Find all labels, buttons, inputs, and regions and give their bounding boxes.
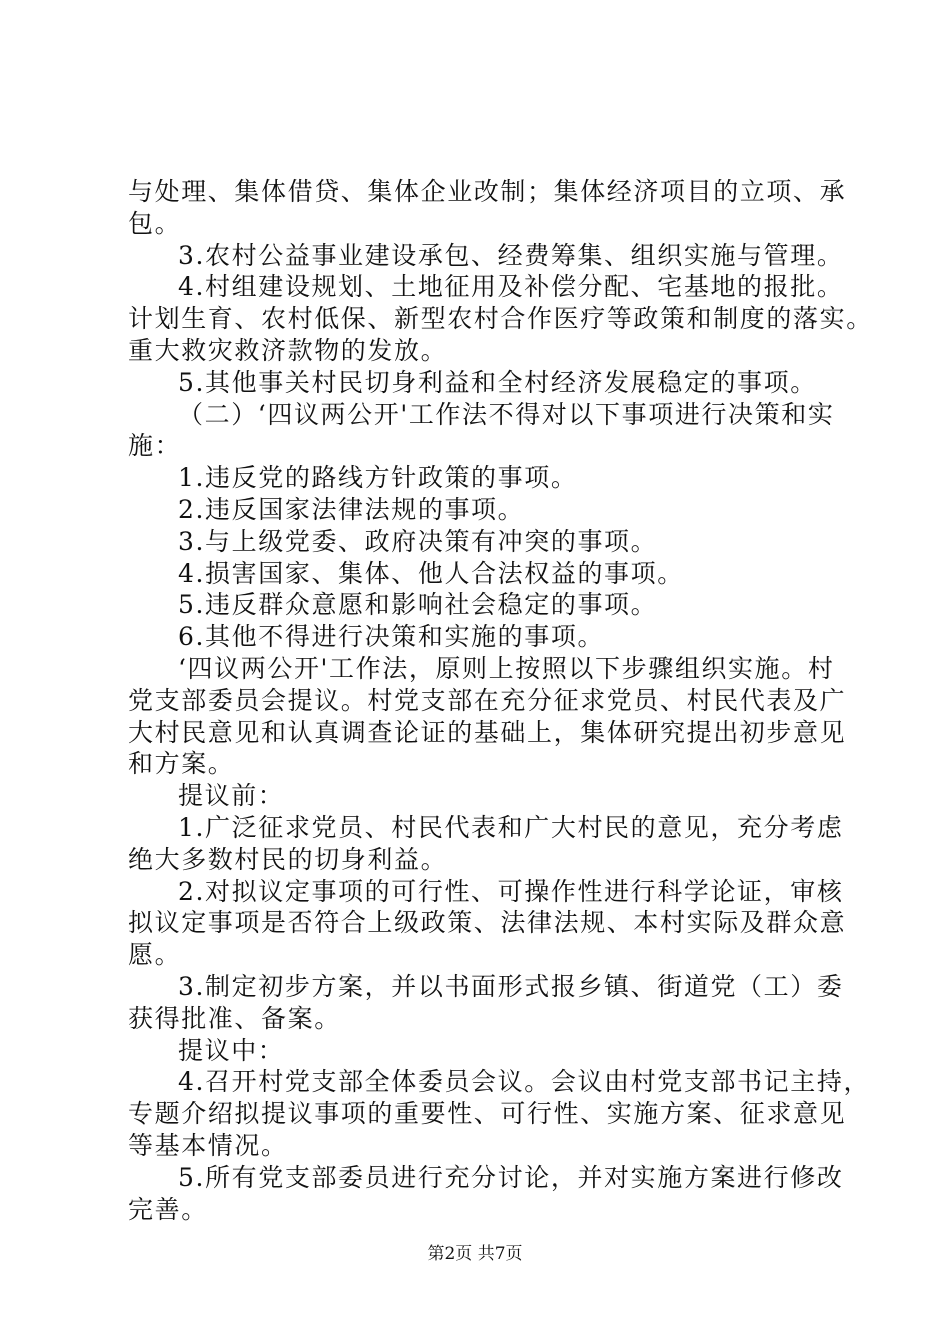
body-line: 与处理、集体借贷、集体企业改制；集体经济项目的立项、承 <box>128 177 847 206</box>
subheading: 提议前： <box>178 781 285 811</box>
body-line: 包。 <box>128 208 182 238</box>
list-item: 1.广泛征求党员、村民代表和广大村民的意见，充分考虑 <box>178 812 844 842</box>
document-body <box>128 176 873 1225</box>
body-line: 等基本情况。 <box>128 1130 288 1160</box>
list-item: 3.制定初步方案，并以书面形式报乡镇、街道党（工）委 <box>178 971 844 1001</box>
body-line: 重大救灾救济款物的发放。 <box>128 335 448 365</box>
body-line: 计划生育、农村低保、新型农村合作医疗等政策和制度的落实。 <box>128 304 873 334</box>
subheading: 提议中： <box>178 1035 285 1065</box>
body-line: 愿。 <box>128 940 182 970</box>
list-item: 3.与上级党委、政府决策有冲突的事项。 <box>178 526 658 556</box>
body-line: 3.农村公益事业建设承包、经费筹集、组织实施与管理。 <box>178 240 844 270</box>
body-line: 完善。 <box>128 1194 208 1224</box>
body-line: 绝大多数村民的切身利益。 <box>128 844 448 874</box>
body-line: 拟议定事项是否符合上级政策、法律法规、本村实际及群众意 <box>128 908 847 938</box>
list-item: 2.对拟议定事项的可行性、可操作性进行科学论证，审核 <box>178 876 844 906</box>
page-number-footer: 第2页 共7页 <box>427 1244 523 1264</box>
body-line: 和方案。 <box>128 749 235 779</box>
list-item: 4.召开村党支部全体委员会议。会议由村党支部书记主持， <box>178 1067 871 1097</box>
list-item: 5.违反群众意愿和影响社会稳定的事项。 <box>178 590 658 620</box>
list-item: 4.损害国家、集体、他人合法权益的事项。 <box>178 558 684 588</box>
list-item: 6.其他不得进行决策和实施的事项。 <box>178 622 605 652</box>
section-heading: （二）‘四议两公开'工作法不得对以下事项进行决策和实 <box>178 399 835 429</box>
list-item: 5.所有党支部委员进行充分讨论，并对实施方案进行修改 <box>178 1162 844 1192</box>
body-line: 大村民意见和认真调查论证的基础上，集体研究提出初步意见 <box>128 717 847 747</box>
body-line: 施： <box>128 431 182 461</box>
body-line: 5.其他事关村民切身利益和全村经济发展稳定的事项。 <box>178 367 817 397</box>
body-line: ‘四议两公开'工作法，原则上按照以下步骤组织实施。村 <box>178 653 835 683</box>
list-item: 2.违反国家法律法规的事项。 <box>178 494 525 524</box>
body-line: 专题介绍拟提议事项的重要性、可行性、实施方案、征求意见 <box>128 1099 847 1129</box>
body-line: 党支部委员会提议。村党支部在充分征求党员、村民代表及广 <box>128 685 847 715</box>
body-line: 4.村组建设规划、土地征用及补偿分配、宅基地的报批。 <box>178 272 844 302</box>
list-item: 1.违反党的路线方针政策的事项。 <box>178 463 578 493</box>
body-line: 获得批准、备案。 <box>128 1003 341 1033</box>
